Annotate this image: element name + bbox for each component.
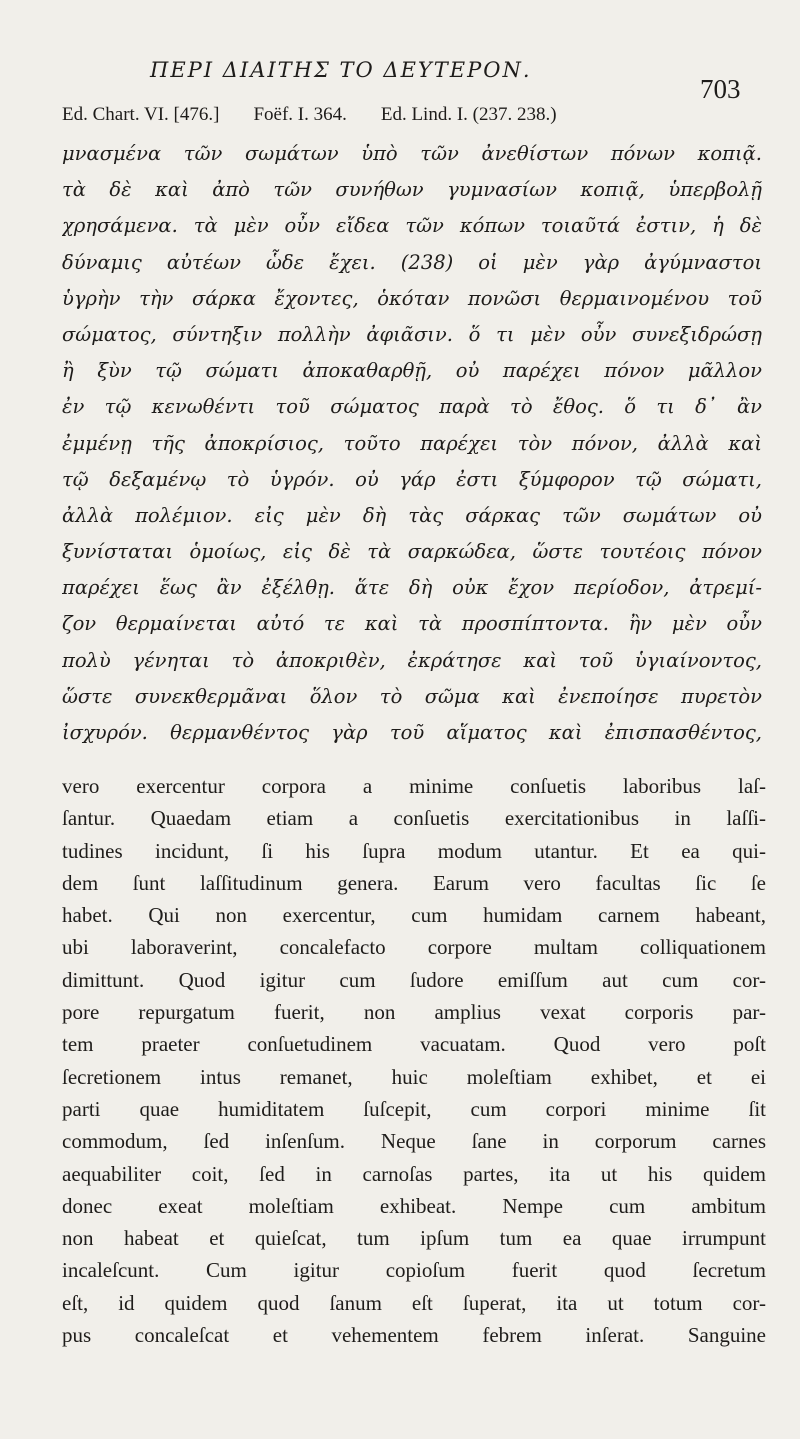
greek-line: ἀλλὰ πολέμιον. εἰς μὲν δὴ τὰς σάρκας τῶν σωμάτων οὐ bbox=[62, 503, 762, 527]
greek-line: ὑγρὴν τὴν σάρκα ἔχοντες, ὁκόταν πονῶσι θερμαινομένου τοῦ bbox=[62, 286, 762, 310]
latin-line: parti quae humiditatem ſuſcepit, cum corpori minime ſit bbox=[62, 1096, 766, 1121]
latin-line: pore repurgatum fuerit, non amplius vexat corporis par- bbox=[62, 1000, 766, 1025]
latin-line: habet. Qui non exercentur, cum humidam carnem habeant, bbox=[62, 903, 766, 928]
latin-line: tem praeter conſuetudinem vacuatam. Quod vero poſt bbox=[62, 1032, 766, 1057]
latin-line: vero exercentur corpora a minime conſuetis laboribus laſ- bbox=[62, 774, 766, 798]
edition-ref-foes: Foëf. I. 364. bbox=[253, 104, 347, 125]
greek-line: παρέχει ἕως ἂν ἐξέλθῃ. ἅτε δὴ οὐκ ἔχον περίοδον, ἀτρεμί- bbox=[62, 576, 762, 600]
latin-line: dimittunt. Quod igitur cum ſudore emiſſum aut cum cor- bbox=[62, 967, 766, 992]
greek-line: ἰσχυρόν. θερμανθέντος γὰρ τοῦ αἵματος καὶ ἐπισπασθέντος, bbox=[62, 721, 762, 744]
latin-line: dem ſunt laſſitudinum genera. Earum vero facultas ſic ſe bbox=[62, 870, 766, 895]
greek-line: ζον θερμαίνεται αὐτό τε καὶ τὰ προσπίπτοντα. ἢν μὲν οὖν bbox=[62, 612, 762, 636]
latin-line: ſecretionem intus remanet, huic moleſtiam exhibet, et ei bbox=[62, 1064, 766, 1089]
latin-line: pus concaleſcat et vehementem febrem inſerat. Sanguine bbox=[62, 1323, 766, 1348]
latin-line: donec exeat moleſtiam exhibeat. Nempe cum ambitum bbox=[62, 1193, 766, 1218]
greek-line: πολὺ γένηται τὸ ἀποκριθὲν, ἐκράτησε καὶ τοῦ ὑγιαίνοντος, bbox=[62, 648, 762, 672]
latin-line: ubi laboraverint, concalefacto corpore multam colliquationem bbox=[62, 935, 766, 960]
edition-ref-chart: Ed. Chart. VI. [476.] bbox=[62, 104, 220, 125]
greek-line: μνασμένα τῶν σωμάτων ὑπὸ τῶν ἀνεθίστων πόνων κοπιᾷ. bbox=[62, 142, 762, 165]
greek-line: σώματος, σύντηξιν πολλὴν ἀφιᾶσιν. ὅ τι μὲν οὖν συνεξιδρώσῃ bbox=[62, 322, 762, 346]
greek-line: τὰ δὲ καὶ ἀπὸ τῶν συνήθων γυμνασίων κοπιᾷ, ὑπερβολῇ bbox=[62, 178, 762, 202]
edition-ref-lind: Ed. Lind. I. (237. 238.) bbox=[380, 104, 557, 125]
greek-line: ἐν τῷ κενωθέντι τοῦ σώματος παρὰ τὸ ἔθος. ὅ τι δ᾽ ἂν bbox=[62, 395, 762, 419]
latin-text-block bbox=[62, 770, 766, 1351]
latin-line: incaleſcunt. Cum igitur copioſum fuerit quod ſecretum bbox=[62, 1258, 766, 1283]
page-number: 703 bbox=[700, 74, 741, 104]
greek-line: δύναμις αὐτέων ὧδε ἔχει. (238) οἱ μὲν γὰρ ἀγύμναστοι bbox=[62, 250, 762, 274]
greek-line: χρησάμενα. τὰ μὲν οὖν εἴδεα τῶν κόπων τοιαῦτά ἐστιν, ἡ δὲ bbox=[62, 214, 762, 238]
greek-line: ἐμμένῃ τῆς ἀποκρίσιος, τοῦτο παρέχει τὸν πόνον, ἀλλὰ καὶ bbox=[62, 431, 762, 455]
latin-line: tudines incidunt, ſi his ſupra modum utantur. Et ea qui- bbox=[62, 838, 766, 863]
latin-line: aequabiliter coit, ſed in carnoſas partes, ita ut his quidem bbox=[62, 1161, 766, 1186]
greek-line: ἢ ξὺν τῷ σώματι ἀποκαθαρθῇ, οὐ παρέχει πόνον μᾶλλον bbox=[62, 359, 762, 383]
greek-line: τῷ δεξαμένῳ τὸ ὑγρόν. οὐ γάρ ἐστι ξύμφορον τῷ σώματι, bbox=[62, 467, 762, 491]
latin-line: eſt, id quidem quod ſanum eſt ſuperat, ita ut totum cor- bbox=[62, 1290, 766, 1315]
greek-line: ὥστε συνεκθερμᾶναι ὅλον τὸ σῶμα καὶ ἐνεποίησε πυρετὸν bbox=[62, 684, 762, 708]
latin-line: commodum, ſed inſenſum. Neque ſane in corporum carnes bbox=[62, 1129, 766, 1154]
latin-line: non habeat et quieſcat, tum ipſum tum ea quae irrumpunt bbox=[62, 1226, 766, 1251]
edition-references bbox=[62, 104, 762, 126]
greek-text-block bbox=[62, 136, 762, 751]
greek-line: ξυνίσταται ὁμοίως, εἰς δὲ τὰ σαρκώδεα, ὥστε τουτέοις πόνον bbox=[62, 540, 762, 564]
latin-line: ſantur. Quaedam etiam a conſuetis exercitationibus in laſſi- bbox=[62, 806, 766, 831]
running-head: ΠΕΡΙ ΔΙΑΙΤΗΣ ΤΟ ΔΕΥΤΕΡΟΝ. bbox=[150, 58, 532, 82]
